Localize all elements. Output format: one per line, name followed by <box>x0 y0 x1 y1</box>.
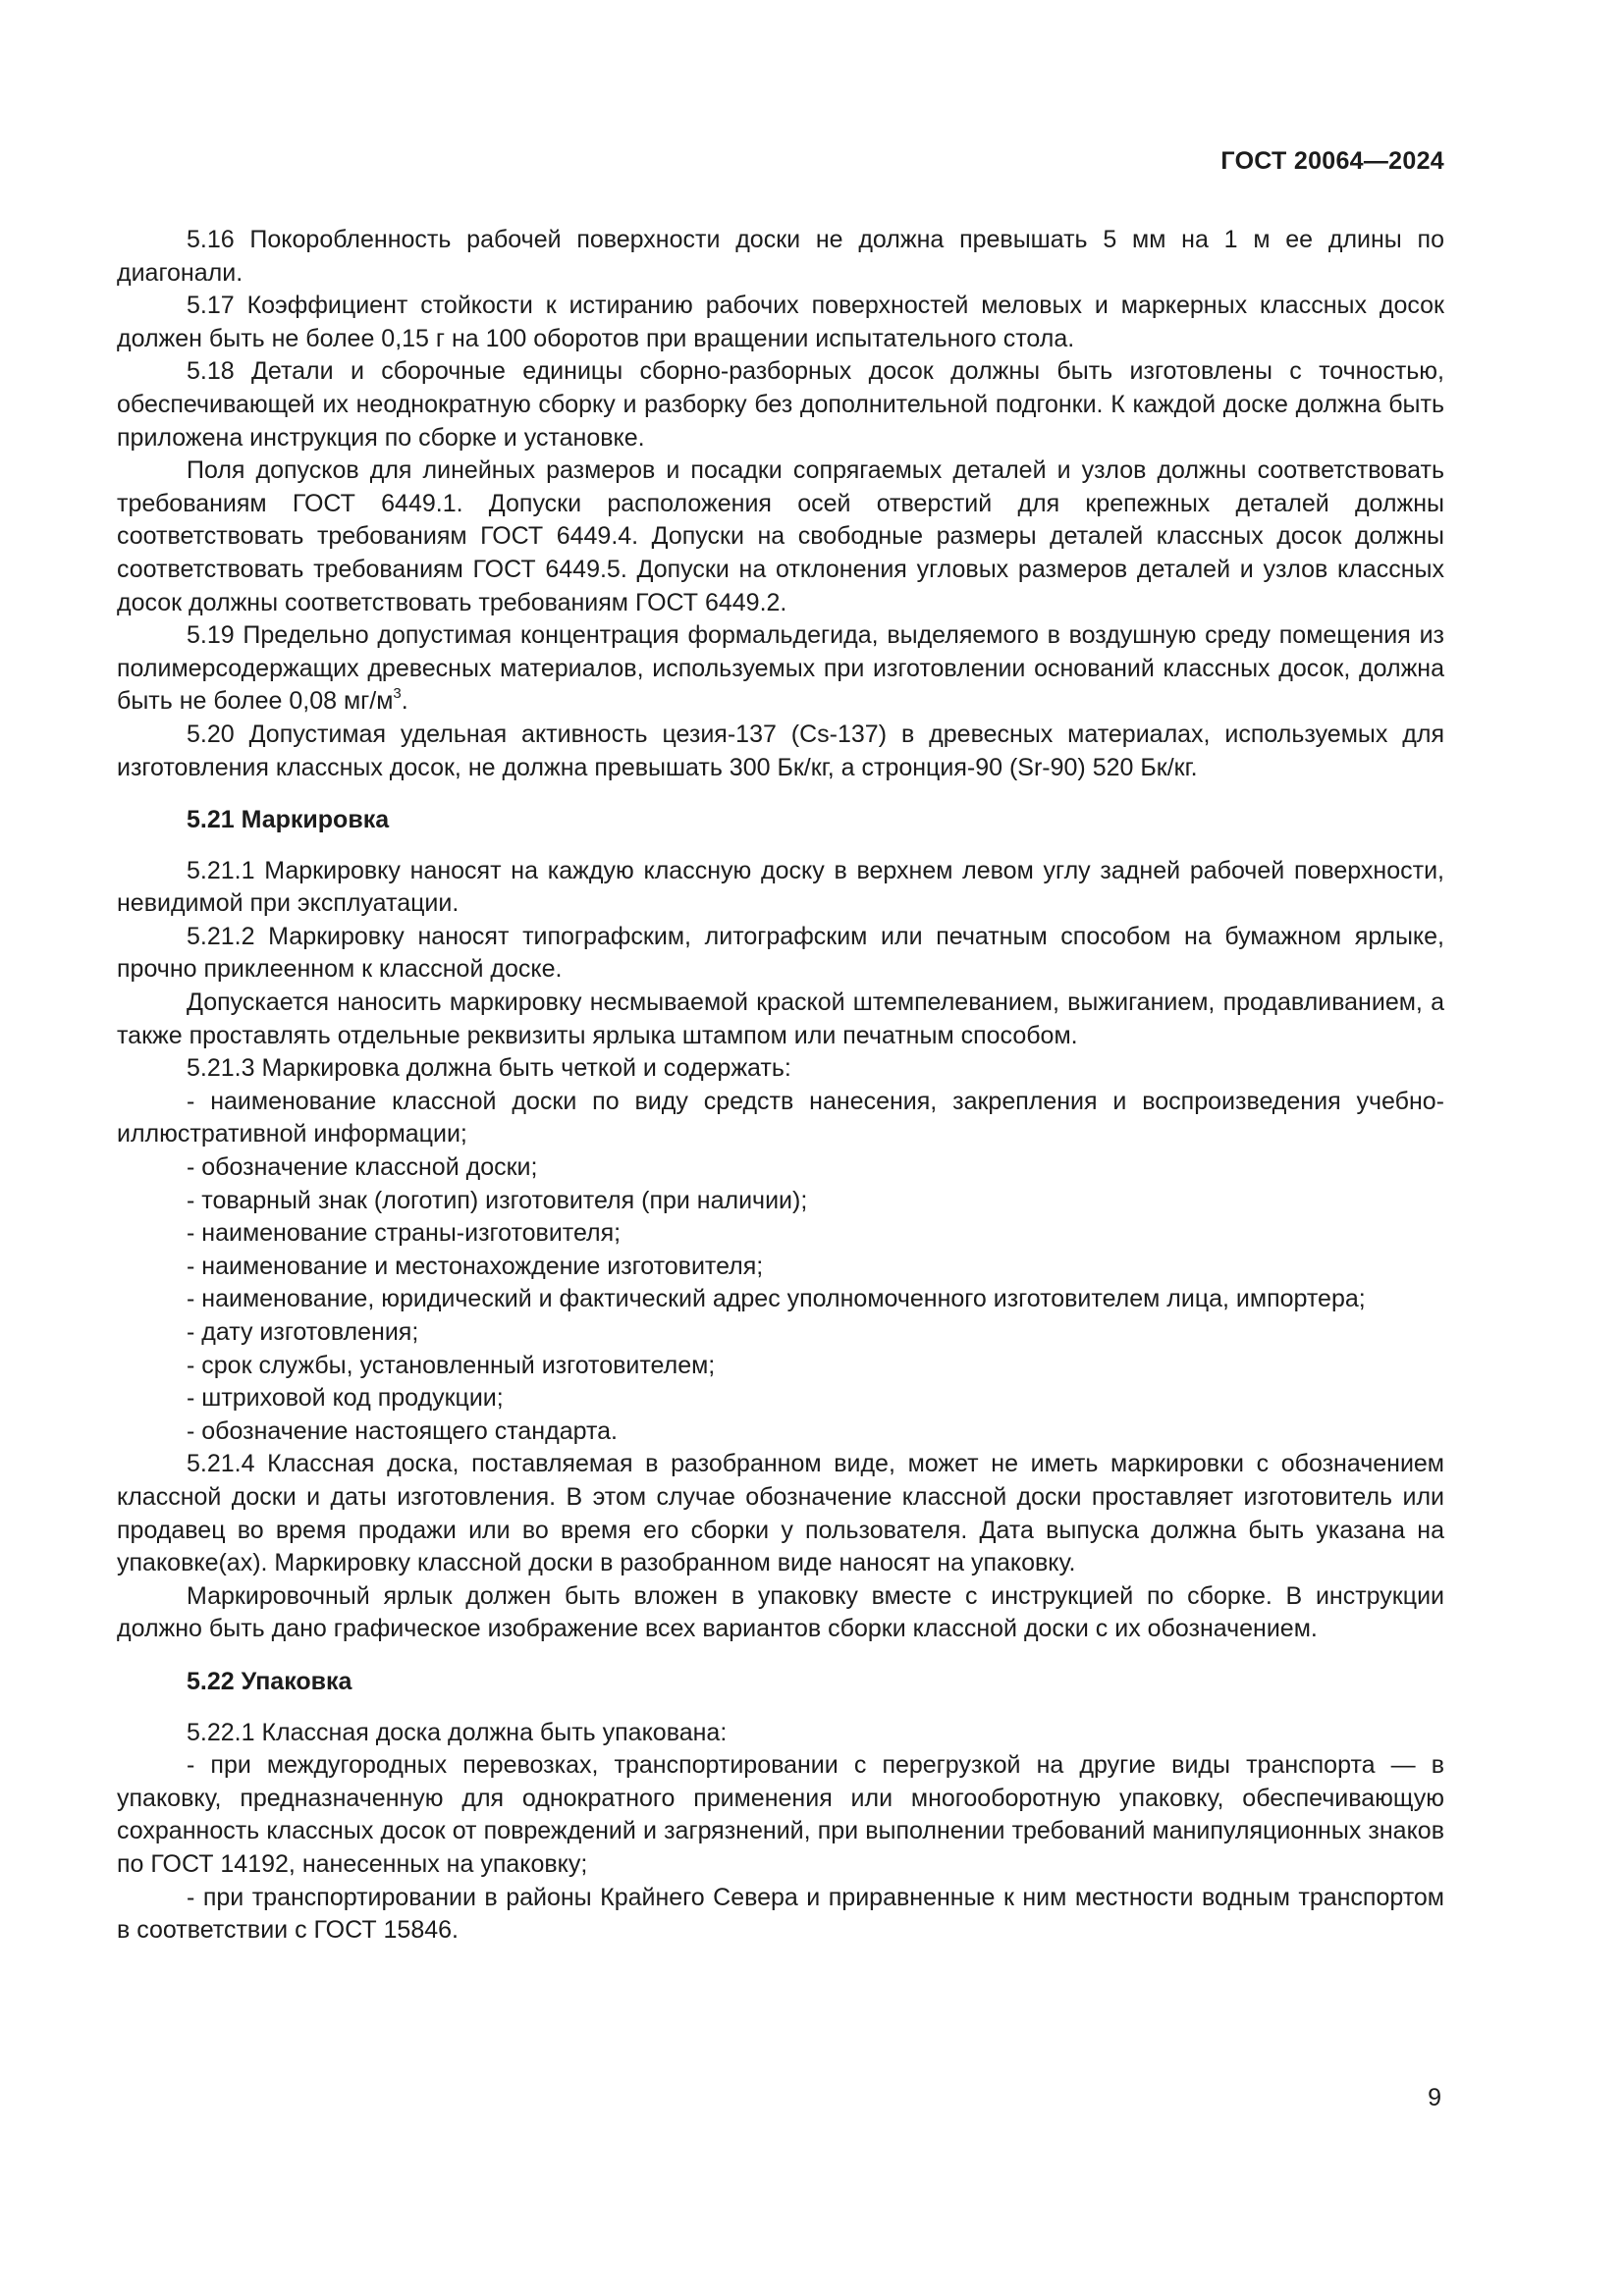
clause-5-21-4: 5.21.4 Классная доска, поставляемая в разобранном виде, может не иметь маркировки с обозначением классной доски и даты изготовления. В этом случае обозначение классной доски проставляет изготовитель или продавец во время продажи или во время его сборки у пользователя. Дата выпуска должна быть указана на упаковке(ах). Маркировку классной доски в разобранном виде наносят на упаковку. <box>117 1450 1444 1577</box>
clause-5-16: 5.16 Покоробленность рабочей поверхности доски не должна превышать 5 мм на 1 м ее длины по диагонали. <box>117 226 1444 287</box>
list-item: - срок службы, установленный изготовителем; <box>187 1351 716 1379</box>
clause-5-21-1: 5.21.1 Маркировку наносят на каждую классную доску в верхнем левом углу задней рабочей поверхности, невидимой при эксплуатации. <box>117 856 1444 918</box>
document-body <box>117 224 1444 1948</box>
list-item: - товарный знак (логотип) изготовителя (при наличии); <box>187 1186 808 1214</box>
page-number: 9 <box>1428 2084 1441 2111</box>
clause-5-22-1: 5.22.1 Классная доска должна быть упакована: <box>187 1718 728 1746</box>
clause-5-20: 5.20 Допустимая удельная активность цезия-137 (Cs-137) в древесных материалах, используемых для изготовления классных досок, не должна превышать 300 Бк/кг, а стронция-90 (Sr-90) 520 Бк/кг. <box>117 720 1444 781</box>
clause-5-19-end: . <box>401 687 408 716</box>
clause-5-21-3: 5.21.3 Маркировка должна быть четкой и содержать: <box>187 1054 791 1083</box>
list-item: - обозначение настоящего стандарта. <box>187 1416 618 1445</box>
list-item: - наименование страны-изготовителя; <box>187 1219 622 1248</box>
standard-designation: ГОСТ 20064—2024 <box>1220 147 1444 175</box>
clause-5-19 <box>117 619 1444 719</box>
clause-5-19-text: 5.19 Предельно допустимая концентрация формальдегида, выделяемого в воздушную среду помещения из полимерсодержащих древесных материалов, используемых при изготовлении оснований классных досок, должна быть не более 0,08 мг/м <box>117 621 1444 716</box>
section-heading-packaging: 5.22 Упаковка <box>187 1667 352 1695</box>
list-item: - дату изготовления; <box>187 1318 419 1346</box>
list-item: - при междугородных перевозках, транспортировании с перегрузкой на другие виды транспорта — в упаковку, предназначенную для однократного применения или многооборотную упаковку, обеспечивающую сохранность классных досок от повреждений и загрязнений, при выполнении требований манипуляционных знаков по ГОСТ 14192, нанесенных на упаковку; <box>117 1751 1444 1878</box>
list-item: - обозначение классной доски; <box>187 1153 538 1182</box>
list-item: - наименование классной доски по виду средств нанесения, закрепления и воспроизведения учебно-иллюстративной информации; <box>117 1087 1444 1148</box>
section-heading-marking: 5.21 Маркировка <box>187 806 390 834</box>
clause-5-18: 5.18 Детали и сборочные единицы сборно-разборных досок должны быть изготовлены с точностью, обеспечивающей их неоднократную сборку и разборку без дополнительной подгонки. К каждой доске должна быть приложена инструкция по сборке и установке. <box>117 357 1444 452</box>
clause-5-21-2: 5.21.2 Маркировку наносят типографским, литографским или печатным способом на бумажном ярлыке, прочно приклеенном к классной доске. <box>117 922 1444 984</box>
clause-5-18-tolerances: Поля допусков для линейных размеров и посадки сопрягаемых деталей и узлов должны соответствовать требованиям ГОСТ 6449.1. Допуски расположения осей отверстий для крепежных деталей должны соответствовать требованиям ГОСТ 6449.4. Допуски на свободные размеры деталей классных досок должны соответствовать требованиям ГОСТ 6449.5. Допуски на отклонения угловых размеров деталей и узлов классных досок должны соответствовать требованиям ГОСТ 6449.2. <box>117 456 1444 616</box>
list-item: - при транспортировании в районы Крайнего Севера и приравненные к ним местности водным транспортом в соответствии с ГОСТ 15846. <box>117 1883 1444 1945</box>
clause-5-21-4-label: Маркировочный ярлык должен быть вложен в упаковку вместе с инструкцией по сборке. В инструкции должно быть дано графическое изображение всех вариантов сборки классной доски с их обозначением. <box>117 1581 1444 1643</box>
clause-5-21-2-allowed: Допускается наносить маркировку несмываемой краской штемпелеванием, выжиганием, продавливанием, а также проставлять отдельные реквизиты ярлыка штампом или печатным способом. <box>117 988 1444 1049</box>
list-item: - наименование, юридический и фактический адрес уполномоченного изготовителем лица, импортера; <box>187 1285 1366 1313</box>
list-item: - наименование и местонахождение изготовителя; <box>187 1252 764 1280</box>
list-item: - штриховой код продукции; <box>187 1384 504 1413</box>
clause-5-17: 5.17 Коэффициент стойкости к истиранию рабочих поверхностей меловых и маркерных классных досок должен быть не более 0,15 г на 100 оборотов при вращении испытательного стола. <box>117 292 1444 352</box>
cubic-superscript: 3 <box>393 685 402 703</box>
